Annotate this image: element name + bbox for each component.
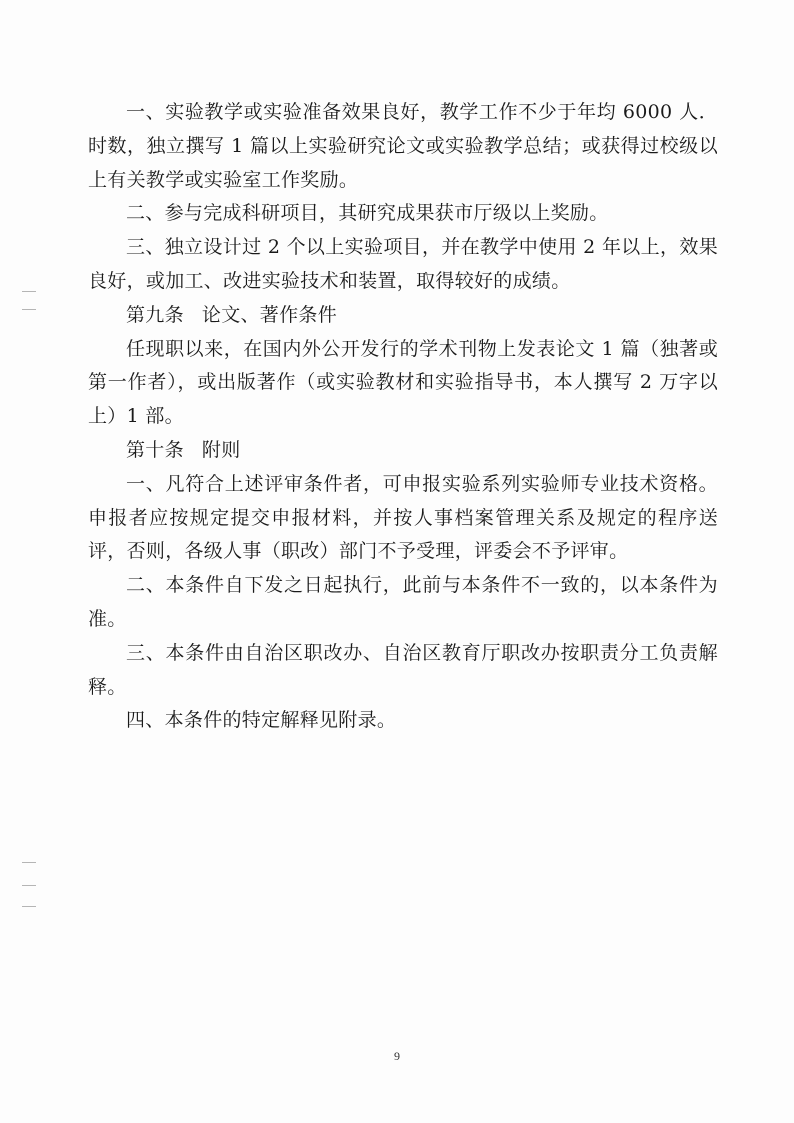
margin-scan-mark	[22, 906, 36, 907]
paragraph: 二、本条件自下发之日起执行，此前与本条件不一致的，以本条件为准。	[88, 574, 718, 630]
paragraph: 二、参与完成科研项目，其研究成果获市厅级以上奖励。	[126, 202, 609, 225]
article-title: 论文、著作条件	[201, 303, 338, 326]
document-body	[88, 96, 718, 738]
paragraph: 任现职以来，在国内外公开发行的学术刊物上发表论文 1 篇（独著或第一作者），或出版著作（或实验教材和实验指导书，本人撰写 2 万字以上）1 部。	[88, 337, 718, 428]
paragraph: 三、本条件由自治区职改办、自治区教育厅职改办按职责分工负责解释。	[88, 641, 718, 698]
article-heading-10	[88, 434, 718, 468]
margin-scan-mark	[22, 309, 36, 310]
article-heading-9	[88, 299, 718, 333]
paragraph: 三、独立设计过 2 个以上实验项目，并在教学中使用 2 年以上，效果良好，或加工、改进实验技术和装置，取得较好的成绩。	[88, 236, 718, 292]
article-title: 附则	[201, 438, 241, 461]
paragraph: 一、实验教学或实验准备效果良好，教学工作不少于年均 6000 人．时数，独立撰写 1 篇以上实验研究论文或实验教学总结；或获得过校级以上有关教学或实验室工作奖励。	[88, 101, 718, 191]
article-number: 第十条	[126, 438, 184, 461]
page-number: 9	[394, 1049, 400, 1063]
margin-scan-mark	[22, 291, 36, 292]
margin-scan-mark	[22, 885, 36, 886]
margin-scan-mark	[22, 862, 36, 863]
article-number: 第九条	[126, 303, 184, 326]
paragraph: 四、本条件的特定解释见附录。	[126, 709, 397, 732]
paragraph: 一、凡符合上述评审条件者，可申报实验系列实验师专业技术资格。申报者应按规定提交申报材料，并按人事档案管理关系及规定的程序送评，否则，各级人事（职改）部门不予受理，评委会不予评审。	[88, 472, 718, 563]
